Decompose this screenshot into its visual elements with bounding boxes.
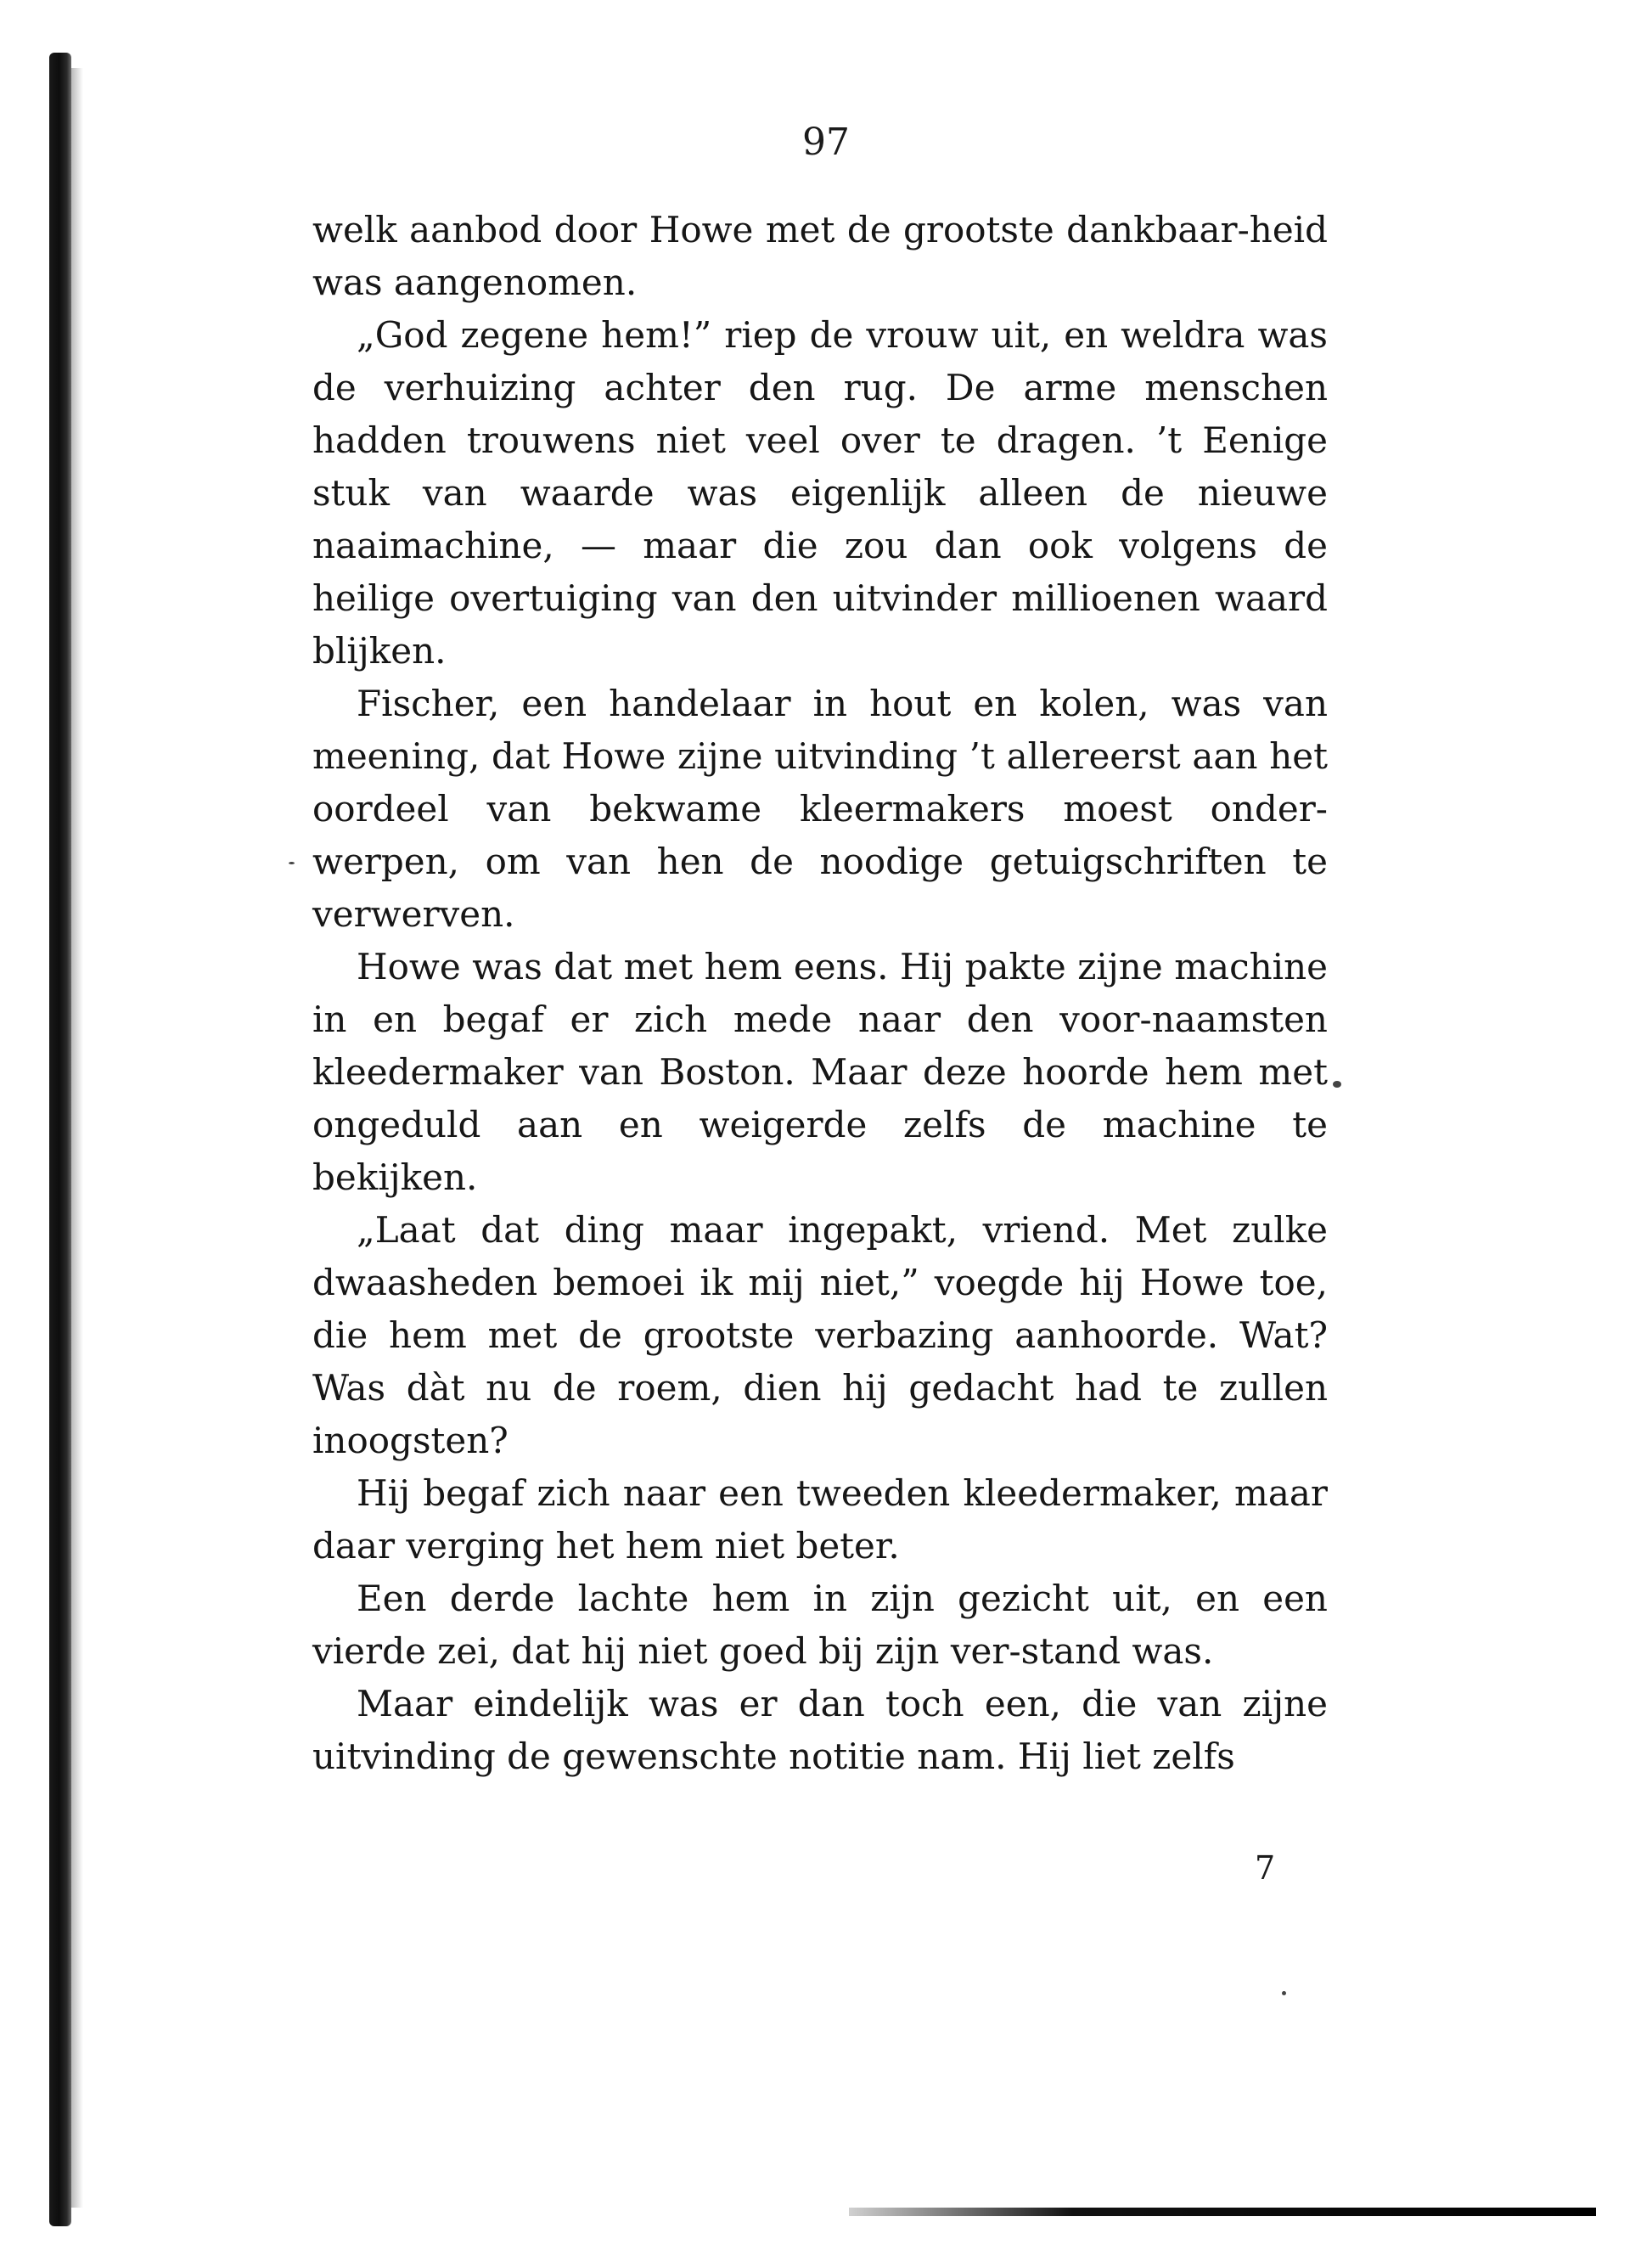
binding-shadow <box>71 68 83 2208</box>
paragraph: Hij begaf zich naar een tweeden kleedermaker, maar daar verging het hem niet beter. <box>312 1472 1328 1567</box>
paragraph: welk aanbod door Howe met de grootste dankbaar-heid was aangenomen. <box>312 209 1328 303</box>
signature-mark: 7 <box>1255 1849 1276 1887</box>
page-number: 97 <box>802 121 850 164</box>
paragraph: Fischer, een handelaar in hout en kolen, was van meening, dat Howe zijne uitvinding ’t allereerst aan het oordeel van bekwame kleermakers moest onder-werpen, om van hen de noodige getuigschriften te verwerven. <box>312 683 1328 935</box>
paragraph: Een derde lachte hem in zijn gezicht uit, en een vierde zei, dat hij niet goed bij zijn ver-stand was. <box>312 1578 1328 1672</box>
scan-edge-bar <box>849 2208 1596 2216</box>
body-text <box>312 204 1328 1783</box>
paragraph: „God zegene hem!” riep de vrouw uit, en weldra was de verhuizing achter den rug. De arme menschen hadden trouwens niet veel over te dragen. ’t Eenige stuk van waarde was eigenlijk alleen de nieuwe naaimachine, — maar die zou dan ook volgens de heilige overtuiging van den uitvinder millioenen waard blijken. <box>312 314 1328 672</box>
paragraph: „Laat dat ding maar ingepakt, vriend. Met zulke dwaasheden bemoei ik mij niet,” voegde hij Howe toe, die hem met de grootste verbazing aanhoorde. Wat? Was dàt nu de roem, dien hij gedacht had te zullen inoogsten? <box>312 1209 1328 1461</box>
binding-edge <box>49 53 71 2226</box>
ink-speck <box>1333 1081 1341 1088</box>
paragraph: Howe was dat met hem eens. Hij pakte zijne machine in en begaf er zich mede naar den voor-naamsten kleedermaker van Boston. Maar deze hoorde hem met ongeduld aan en weigerde zelfs de machine te bekijken. <box>312 946 1328 1198</box>
paragraph: Maar eindelijk was er dan toch een, die van zijne uitvinding de gewenschte notitie nam. Hij liet zelfs <box>312 1683 1328 1777</box>
ink-speck <box>289 862 295 864</box>
ink-speck <box>1282 1991 1286 1995</box>
